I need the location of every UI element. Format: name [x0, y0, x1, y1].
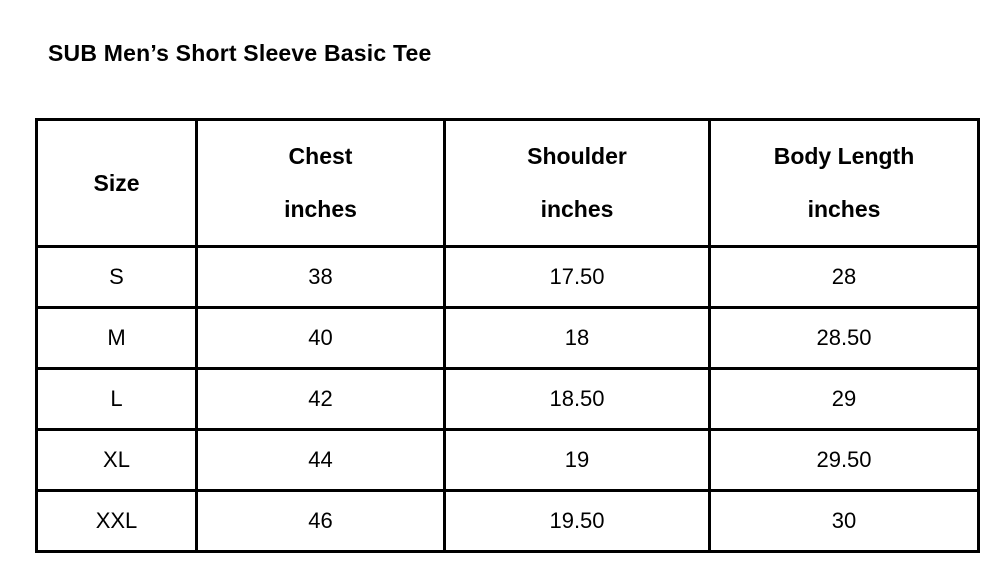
cell-size: M [37, 308, 197, 369]
table-row [37, 491, 979, 552]
cell-body-length: 29 [710, 369, 979, 430]
column-header-body-length-label: Body Length [773, 143, 915, 169]
table-row [37, 369, 979, 430]
column-header-size-label: Size [93, 169, 140, 196]
cell-size: XXL [37, 491, 197, 552]
column-header-shoulder-label: Shoulder [527, 143, 627, 169]
table-header-row [37, 120, 979, 247]
cell-chest: 44 [197, 430, 445, 491]
column-header-body-length [710, 120, 979, 247]
cell-body-length: 29.50 [710, 430, 979, 491]
column-header-body-length-unit: inches [807, 196, 881, 222]
cell-chest: 40 [197, 308, 445, 369]
cell-shoulder: 18.50 [445, 369, 710, 430]
cell-chest: 42 [197, 369, 445, 430]
cell-shoulder: 19.50 [445, 491, 710, 552]
cell-size: XL [37, 430, 197, 491]
column-header-chest-unit: inches [284, 196, 357, 222]
table-row [37, 247, 979, 308]
size-chart-table [35, 118, 980, 553]
table-row [37, 308, 979, 369]
page-title: SUB Men’s Short Sleeve Basic Tee [48, 40, 432, 66]
column-header-size [37, 120, 197, 247]
table-header [37, 120, 979, 247]
cell-chest: 38 [197, 247, 445, 308]
table-body [37, 247, 979, 552]
column-header-shoulder-unit: inches [540, 196, 614, 222]
column-header-chest [197, 120, 445, 247]
cell-body-length: 30 [710, 491, 979, 552]
table-row [37, 430, 979, 491]
cell-body-length: 28 [710, 247, 979, 308]
cell-size: L [37, 369, 197, 430]
cell-shoulder: 19 [445, 430, 710, 491]
cell-body-length: 28.50 [710, 308, 979, 369]
cell-size: S [37, 247, 197, 308]
column-header-shoulder [445, 120, 710, 247]
cell-chest: 46 [197, 491, 445, 552]
column-header-chest-label: Chest [288, 143, 353, 169]
cell-shoulder: 18 [445, 308, 710, 369]
cell-shoulder: 17.50 [445, 247, 710, 308]
